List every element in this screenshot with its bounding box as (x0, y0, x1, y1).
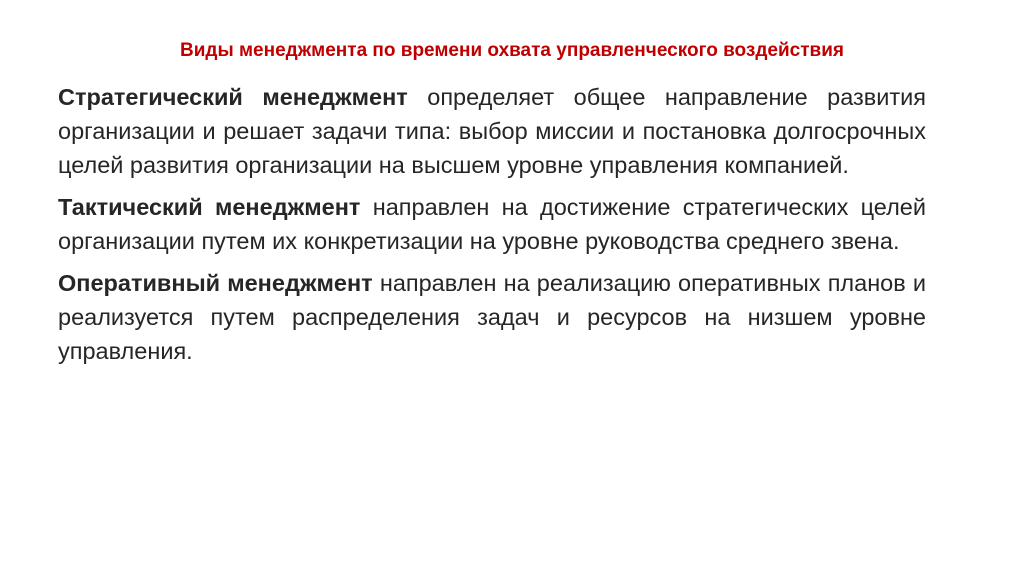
paragraph-operational (58, 266, 926, 368)
term-operational: Оперативный менеджмент (58, 270, 373, 296)
paragraph-tactical (58, 190, 926, 258)
paragraph-strategic (58, 80, 926, 182)
term-tactical: Тактический менеджмент (58, 194, 361, 220)
definition-strategic: определяет общее направление развития организации и решает задачи типа: выбор миссии и постановка долгосрочных целей развития организации на высшем уровне управления компанией. (58, 84, 927, 178)
definition-tactical: направлен на достижение стратегических целей организации путем их конкретизации на уровне руководства среднего звена. (58, 194, 927, 254)
term-strategic: Стратегический менеджмент (58, 84, 408, 110)
slide-body (58, 80, 926, 376)
definition-operational: направлен на реализацию оперативных планов и реализуется путем распределения задач и ресурсов на низшем уровне управления. (58, 270, 927, 364)
slide-title: Виды менеджмента по времени охвата управленческого воздействия (180, 40, 844, 61)
